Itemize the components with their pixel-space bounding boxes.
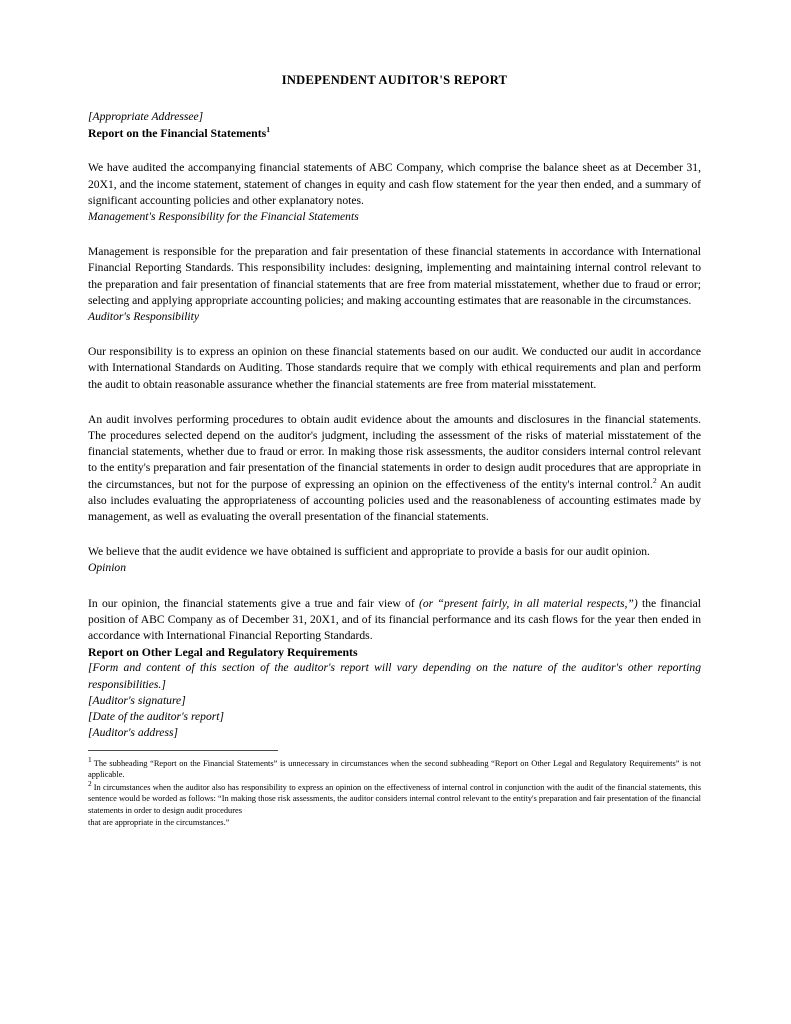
- footnote-2-tail: that are appropriate in the circumstances.”: [88, 818, 230, 828]
- footnote-marker-2[interactable]: 2: [652, 475, 657, 485]
- heading-report-on-financial-statements-label: Report on the Financial Statements: [88, 126, 267, 141]
- page-title: INDEPENDENT AUDITOR'S REPORT: [281, 73, 508, 87]
- paragraph-audited-statements: We have audited the accompanying financial statements of ABC Company, which comprise the balance sheet as at December 31, 20X1, and the income statement, statement of changes in equity and cash flow statement for the year then ended, and a summary of significant accounting policies and other explanatory notes.: [88, 161, 701, 207]
- footnote-1: [88, 754, 701, 781]
- auditor-report-date-placeholder: [Date of the auditor's report]: [88, 710, 225, 724]
- paragraph-management-responsibility: Management is responsible for the preparation and fair presentation of these financial statements in accordance with International Financial Reporting Standards. This responsibility includes: designing, implementing and maintaining internal control relevant to the preparation and fair presentation of financial statements that are free from material misstatement, whether due to fraud or error; selecting and applying appropriate accounting policies; and making accounting estimates that are reasonable in the circumstances.: [88, 245, 701, 307]
- addressee-placeholder: [88, 109, 701, 125]
- footnote-marker-1[interactable]: 1: [266, 125, 271, 135]
- heading-other-legal-requirements: Report on Other Legal and Regulatory Requirements: [88, 645, 358, 660]
- heading-auditor-responsibility: Auditor's Responsibility: [88, 310, 200, 324]
- paragraph-auditor-responsibility-2-part2: An audit also includes evaluating the appropriateness of accounting policies used and the reasonableness of accounting estimates made by management, as well as evaluating the overall presentation of the financial statements.: [88, 477, 701, 524]
- paragraph-opinion-part1: In our opinion, the financial statements give a true and fair view of: [88, 596, 419, 610]
- document-content: [88, 0, 701, 829]
- paragraph-opinion-part2: the financial position of ABC Company as of December 31, 20X1, and of its financial performance and its cash flows for the year then ended in accordance with International Financial Reporting Standards.: [88, 596, 701, 643]
- heading-report-on-financial-statements: [88, 125, 701, 141]
- heading-opinion: Opinion: [88, 561, 127, 575]
- auditor-signature-placeholder: [Auditor's signature]: [88, 693, 186, 707]
- footnotes-area: [88, 750, 701, 830]
- paragraph-audit-evidence-belief: We believe that the audit evidence we have obtained is sufficient and appropriate to provide a basis for our audit opinion.: [88, 545, 650, 559]
- heading-management-responsibility: Management's Responsibility for the Financial Statements: [88, 210, 359, 224]
- paragraph-other-legal-placeholder: [Form and content of this section of the auditor's report will vary depending on the nature of the auditor's other reporting responsibilities.]: [88, 661, 701, 691]
- footnote-2-number: 2: [88, 778, 92, 788]
- paragraph-auditor-responsibility-2-part1: An audit involves performing procedures to obtain audit evidence about the amounts and disclosures in the financial statements. The procedures selected depend on the auditor's judgment, including the assessment of the risks of material misstatement of the financial statements, whether due to fraud or error. In making those risk assessments, the auditor considers internal control relevant to the entity's preparation and fair presentation of the financial statements in order to design audit procedures that are appropriate in the circumstances, but not for the purpose of expressing an opinion on the effectiveness of the entity's internal control.: [88, 412, 701, 491]
- footnote-separator-rule: [88, 750, 278, 751]
- paragraph-auditor-responsibility-2: [88, 412, 701, 525]
- auditor-address-placeholder: [Auditor's address]: [88, 726, 178, 740]
- addressee-text: [Appropriate Addressee]: [88, 110, 204, 123]
- paragraph-auditor-responsibility-1: Our responsibility is to express an opinion on these financial statements based on our audit. We conducted our audit in accordance with International Standards on Auditing. Those standards require that we comply with ethical requirements and plan and perform the audit to obtain reasonable assurance whether the financial statements are free from material misstatement.: [88, 345, 701, 391]
- footnote-2-text: In circumstances when the auditor also has responsibility to express an opinion on the effectiveness of internal control in conjunction with the audit of the financial statements, this sentence would be worded as follows: “In making those risk assessments, the auditor considers internal control relevant to the entity's preparation and fair presentation of the financial statements in order to design audit procedures: [88, 782, 701, 815]
- paragraph-opinion-italic-phrase: (or “present fairly, in all material respects,”): [418, 596, 638, 610]
- paragraph-opinion: [88, 596, 701, 645]
- footnote-1-text: The subheading “Report on the Financial Statements” is unnecessary in circumstances when the second subheading “Report on Other Legal and Regulatory Requirements” is not applicable.: [88, 758, 701, 780]
- footnote-2: [88, 778, 701, 817]
- footnote-1-number: 1: [88, 754, 92, 764]
